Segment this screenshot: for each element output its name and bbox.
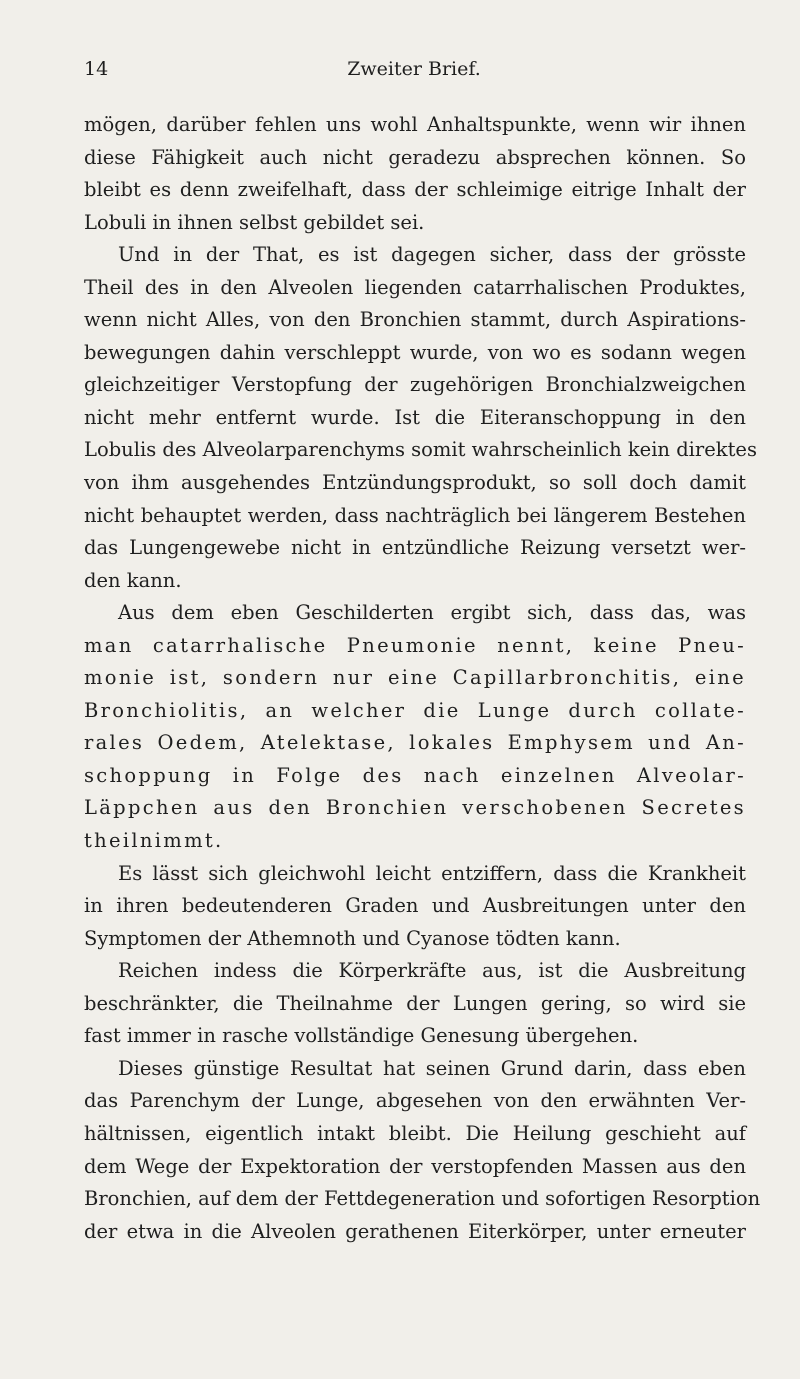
- text-line: das Lungengewebe nicht in entzündliche Reizung versetzt wer-: [84, 536, 746, 560]
- text-line: wenn nicht Alles, von den Bronchien stammt, durch Aspirations-: [84, 308, 746, 332]
- page-header: [84, 58, 744, 88]
- body-text: [84, 109, 761, 1248]
- text-line: den kann.: [84, 568, 182, 592]
- page-number: 14: [84, 58, 109, 80]
- text-line: mögen, darüber fehlen uns wohl Anhaltspunkte, wenn wir ihnen: [84, 113, 746, 136]
- text-line: Lobulis des Alveolarparenchyms somit wahrscheinlich kein direktes: [84, 438, 757, 462]
- text-line: fast immer in rasche vollständige Genesung übergehen.: [84, 1024, 639, 1048]
- text-line: Bronchien, auf dem der Fettdegeneration und sofortigen Resorption: [84, 1187, 761, 1211]
- text-line: bleibt es denn zweifelhaft, dass der schleimige eitrige Inhalt der: [84, 178, 746, 202]
- text-line: Dieses günstige Resultat hat seinen Grund darin, dass eben: [118, 1056, 746, 1080]
- text-line: gleichzeitiger Verstopfung der zugehörigen Bronchialzweigchen: [84, 373, 746, 397]
- text-line: Lobuli in ihnen selbst gebildet sei.: [84, 210, 425, 234]
- text-line: Und in der That, es ist dagegen sicher, dass der grösste: [118, 243, 746, 267]
- text-line: Reichen indess die Körperkräfte aus, ist die Ausbreitung: [118, 959, 746, 983]
- text-line: diese Fähigkeit auch nicht geradezu absprechen können. So: [84, 145, 746, 169]
- text-line: der etwa in die Alveolen gerathenen Eiterkörper, unter erneuter: [84, 1219, 746, 1243]
- text-line: beschränkter, die Theilnahme der Lungen gering, so wird sie: [84, 991, 746, 1015]
- text-line: dem Wege der Expektoration der verstopfenden Massen aus den: [84, 1154, 746, 1178]
- text-line: von ihm ausgehendes Entzündungsprodukt, so soll doch damit: [84, 471, 746, 495]
- text-line: nicht behauptet werden, dass nachträglich bei längerem Bestehen: [84, 503, 746, 527]
- text-line: hältnissen, eigentlich intakt bleibt. Die Heilung geschieht auf: [84, 1121, 746, 1145]
- text-line: theilnimmt.: [84, 829, 224, 853]
- text-line: schoppung in Folge des nach einzelnen Alveolar-: [84, 763, 746, 787]
- text-line: monie ist, sondern nur eine Capillarbronchitis, eine: [84, 666, 746, 690]
- text-line: Es lässt sich gleichwohl leicht entziffern, dass die Krankheit: [118, 861, 746, 885]
- text-line: Bronchiolitis, an welcher die Lunge durch collate-: [84, 698, 746, 722]
- text-line: Läppchen aus den Bronchien verschobenen Secretes: [84, 796, 746, 820]
- text-line: Symptomen der Athemnoth und Cyanose tödten kann.: [84, 926, 621, 950]
- text-line: in ihren bedeutenderen Graden und Ausbreitungen unter den: [84, 894, 746, 918]
- running-head: Zweiter Brief.: [347, 58, 481, 80]
- text-line: bewegungen dahin verschleppt wurde, von wo es sodann wegen: [84, 340, 746, 364]
- text-line: rales Oedem, Atelektase, lokales Emphysem und An-: [84, 731, 746, 755]
- text-line: Aus dem eben Geschilderten ergibt sich, dass das, was: [118, 601, 746, 625]
- text-line: man catarrhalische Pneumonie nennt, keine Pneu-: [84, 633, 746, 657]
- text-line: Theil des in den Alveolen liegenden catarrhalischen Produktes,: [84, 275, 746, 299]
- text-line: nicht mehr entfernt wurde. Ist die Eiteranschoppung in den: [84, 405, 746, 429]
- text-line: das Parenchym der Lunge, abgesehen von den erwähnten Ver-: [84, 1089, 746, 1113]
